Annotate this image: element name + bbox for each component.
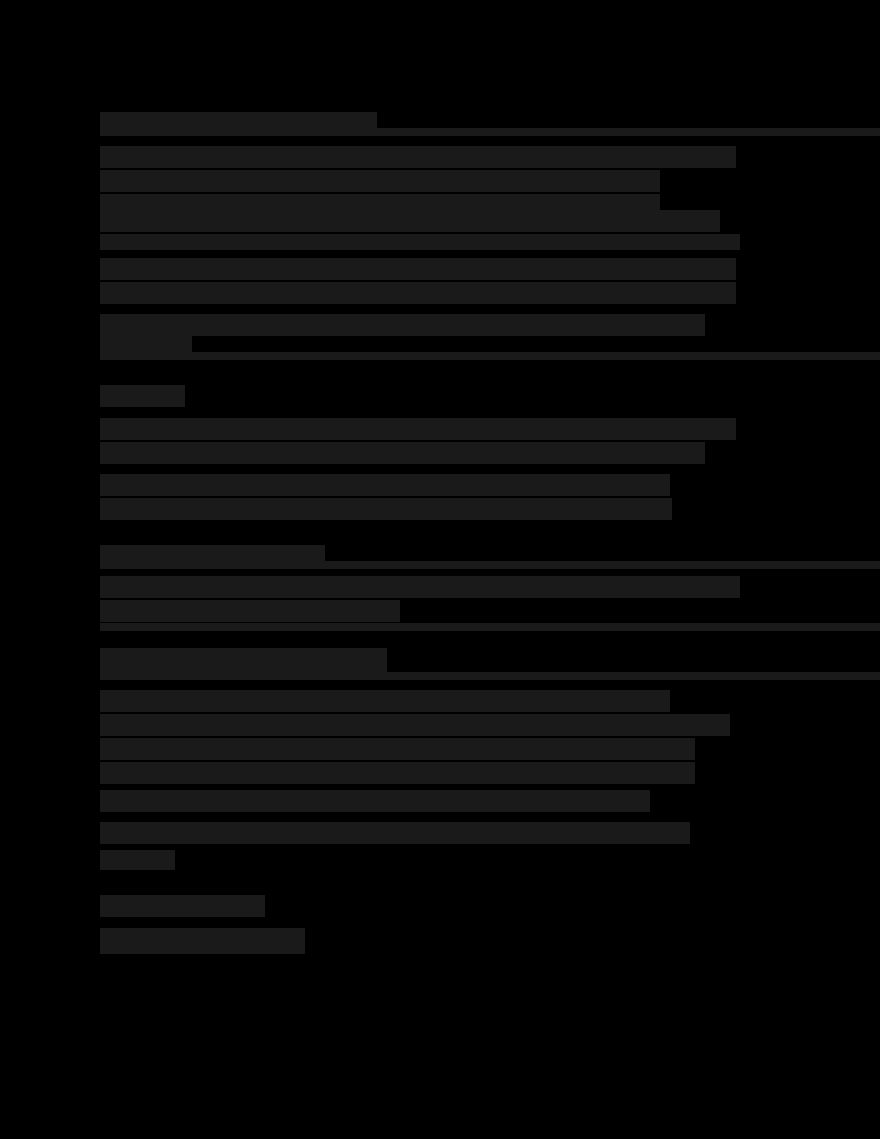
paragraph-line-redacted — [100, 928, 305, 954]
section-heading-redacted — [100, 385, 185, 407]
paragraph-line-redacted — [100, 790, 650, 812]
section-divider — [100, 561, 880, 569]
paragraph-line-redacted — [100, 314, 705, 336]
section-divider — [100, 352, 880, 360]
section-divider — [100, 623, 880, 631]
section-divider — [100, 672, 880, 680]
paragraph-line-redacted — [100, 738, 695, 760]
paragraph-line-redacted — [100, 334, 192, 352]
paragraph-line-redacted — [100, 762, 695, 784]
paragraph-line-redacted — [100, 498, 672, 520]
paragraph-line-redacted — [100, 146, 736, 168]
paragraph-line-redacted — [100, 210, 720, 232]
paragraph-line-redacted — [100, 822, 690, 844]
paragraph-line-redacted — [100, 850, 175, 870]
section-heading-redacted — [100, 648, 387, 672]
paragraph-line-redacted — [100, 576, 740, 598]
paragraph-line-redacted — [100, 234, 740, 250]
paragraph-line-redacted — [100, 418, 736, 440]
section-divider — [100, 128, 880, 136]
paragraph-line-redacted — [100, 170, 660, 192]
section-heading-redacted — [100, 895, 265, 917]
paragraph-line-redacted — [100, 714, 730, 736]
paragraph-line-redacted — [100, 442, 705, 464]
paragraph-line-redacted — [100, 600, 400, 622]
paragraph-line-redacted — [100, 258, 736, 280]
paragraph-line-redacted — [100, 474, 670, 496]
paragraph-line-redacted — [100, 690, 670, 712]
paragraph-line-redacted — [100, 282, 736, 304]
